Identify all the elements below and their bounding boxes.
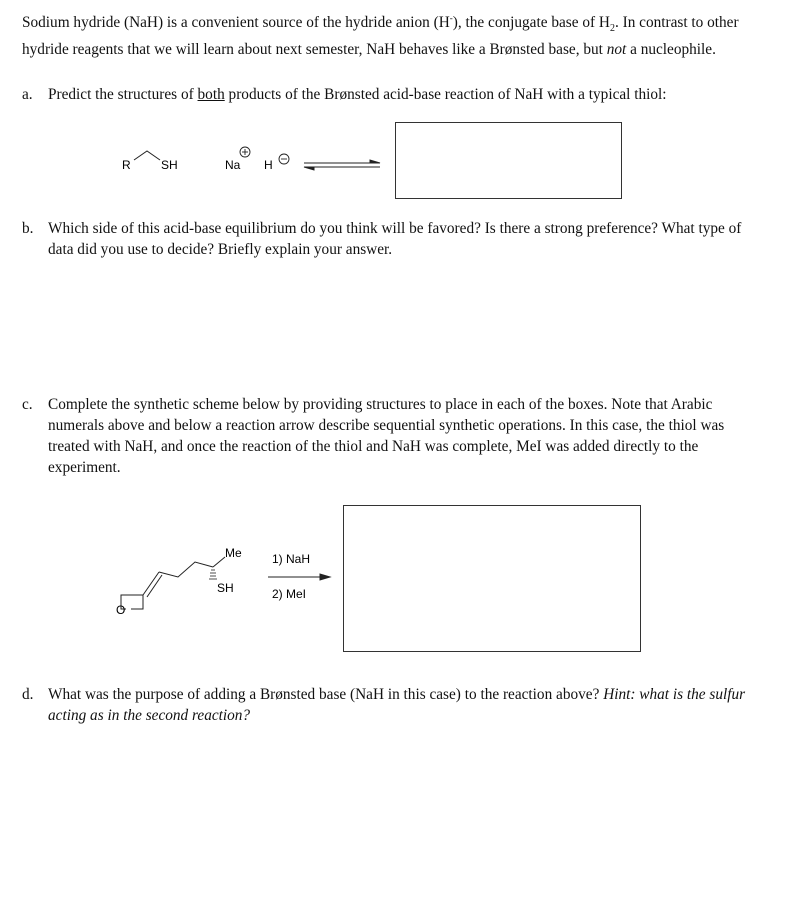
oxetane-thiol-structure <box>121 557 225 609</box>
reaction-arrow-icon <box>268 574 330 580</box>
question-a-label: a. <box>22 86 33 103</box>
plus-charge-icon <box>240 147 250 157</box>
sh-label: SH <box>161 158 178 172</box>
intro-text: Sodium hydride (NaH) is a convenient source of the hydride anion (H <box>22 14 450 32</box>
hint-text: Hint: what is the sulfur acting as in the second reaction? <box>48 686 746 724</box>
methyl-label: Me <box>225 546 242 560</box>
sh-label: SH <box>217 581 234 595</box>
h-label: H <box>264 158 273 172</box>
minus-charge-icon <box>279 154 289 164</box>
question-c-text: Complete the synthetic scheme below by providing structures to place in each of the boxes. Note that Arabic numerals above and below a reaction arrow describe sequential synthetic operations. In this case, the thiol was treated with NaH, and once the reaction of the thiol and NaH was complete, MeI was added directly to the experiment. <box>48 396 725 476</box>
question-b-label: b. <box>22 220 34 237</box>
equilibrium-arrow-icon <box>304 160 380 170</box>
question-c-label: c. <box>22 396 33 413</box>
text: products of the Brønsted acid-base reaction of NaH with a typical thiol: <box>224 86 667 103</box>
superscript: - <box>449 13 453 23</box>
text: What was the purpose of adding a Brønsted base (NaH in this case) to the reaction above? <box>48 686 604 703</box>
emphasis: not <box>606 41 627 59</box>
r-group-label: R <box>122 158 131 172</box>
reagent-step-1: 1) NaH <box>272 552 311 566</box>
subscript: 2 <box>609 23 615 35</box>
underlined-text: both <box>197 86 225 103</box>
text: Predict the structures of <box>48 86 198 103</box>
intro-text: a nucleophile. <box>626 41 716 59</box>
na-label: Na <box>225 158 241 172</box>
reagent-step-2: 2) MeI <box>272 587 307 601</box>
oxygen-label: O <box>116 603 126 617</box>
intro-text: . In contrast to other hydride reagents that we will learn about next semester, NaH behaves like a Brønsted base, but <box>22 14 739 59</box>
intro-text: ), the conjugate base of H <box>452 14 610 32</box>
question-d-label: d. <box>22 686 34 703</box>
thiol-structure <box>134 151 160 160</box>
question-b-text: Which side of this acid-base equilibrium do you think will be favored? Is there a strong preference? What type of data did you use to decide? Briefly explain your answer. <box>48 220 742 258</box>
